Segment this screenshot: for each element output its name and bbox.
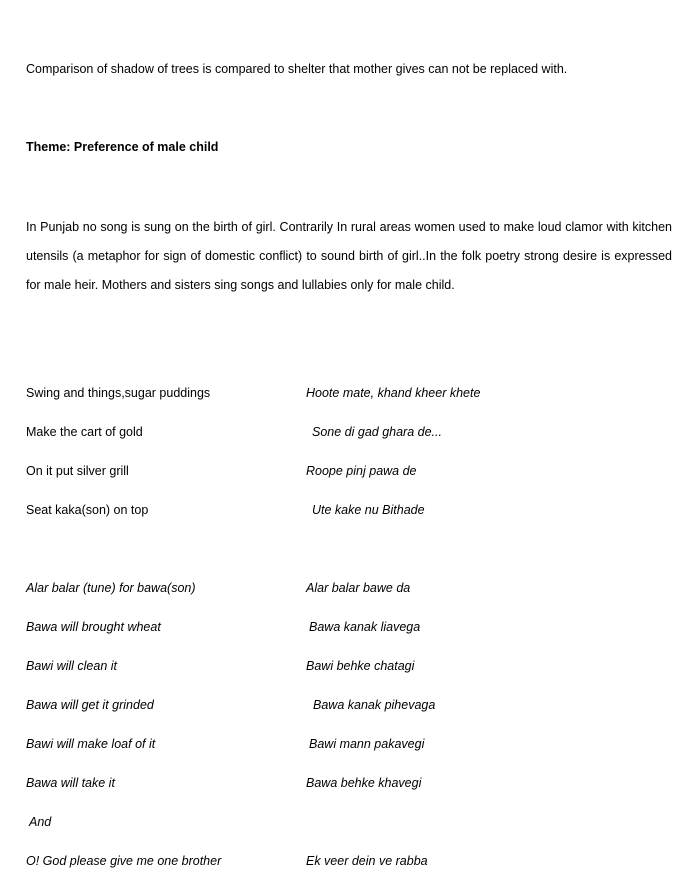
verse-punjabi: Ek veer dein ve rabba [306, 854, 428, 868]
final-row [26, 853, 626, 869]
verse1-row-1 [26, 385, 626, 401]
verse-punjabi: Bawi mann pakavegi [309, 737, 425, 751]
verse-english: Bawa will brought wheat [26, 620, 161, 634]
verse-punjabi: Bawa kanak liavega [309, 620, 421, 634]
body-paragraph [26, 213, 672, 300]
verse-english: Bawi will clean it [26, 659, 118, 673]
and-line: And [29, 815, 52, 829]
verse2-row-5 [26, 736, 626, 752]
verse2-row-4 [26, 697, 626, 713]
verse1-row-4 [26, 502, 626, 518]
verse-english: Bawi will make loaf of it [26, 737, 156, 751]
verse2-row-2 [26, 619, 626, 635]
verse-punjabi: Ute kake nu Bithade [312, 503, 425, 517]
verse-english: Alar balar (tune) for bawa(son) [26, 581, 196, 595]
intro-line: Comparison of shadow of trees is compared to shelter that mother gives can not be replaced with. [26, 62, 568, 76]
verse2-row-1 [26, 580, 626, 596]
verse-punjabi: Alar balar bawe da [306, 581, 411, 595]
verse-punjabi: Bawa kanak pihevaga [313, 698, 436, 712]
verse-punjabi: Hoote mate, khand kheer khete [306, 386, 481, 400]
verse1-row-2 [26, 424, 626, 440]
paragraph-text: In Punjab no song is sung on the birth of girl. Contrarily In rural areas women used to make loud clamor with kitchen utensils (a metaphor for sign of domestic conflict) to sound birth of girl..In the folk poetry strong desire is expressed for male heir. Mothers and sisters sing songs and lullabies only for male child. [26, 220, 672, 292]
verse-english: Swing and things,sugar puddings [26, 386, 211, 400]
verse-punjabi: Roope pinj pawa de [306, 464, 417, 478]
verse1-row-3 [26, 463, 626, 479]
verse-english: Bawa will get it grinded [26, 698, 154, 712]
verse-english: Make the cart of gold [26, 425, 143, 439]
verse-english: On it put silver grill [26, 464, 129, 478]
verse-english: Bawa will take it [26, 776, 115, 790]
verse-english: Seat kaka(son) on top [26, 503, 149, 517]
verse-punjabi: Sone di gad ghara de... [312, 425, 442, 439]
verse-punjabi: Bawi behke chatagi [306, 659, 415, 673]
verse-english: O! God please give me one brother [26, 854, 222, 868]
theme-heading: Theme: Preference of male child [26, 140, 219, 154]
verse2-row-3 [26, 658, 626, 674]
verse-punjabi: Bawa behke khavegi [306, 776, 422, 790]
verse2-row-6 [26, 775, 626, 791]
